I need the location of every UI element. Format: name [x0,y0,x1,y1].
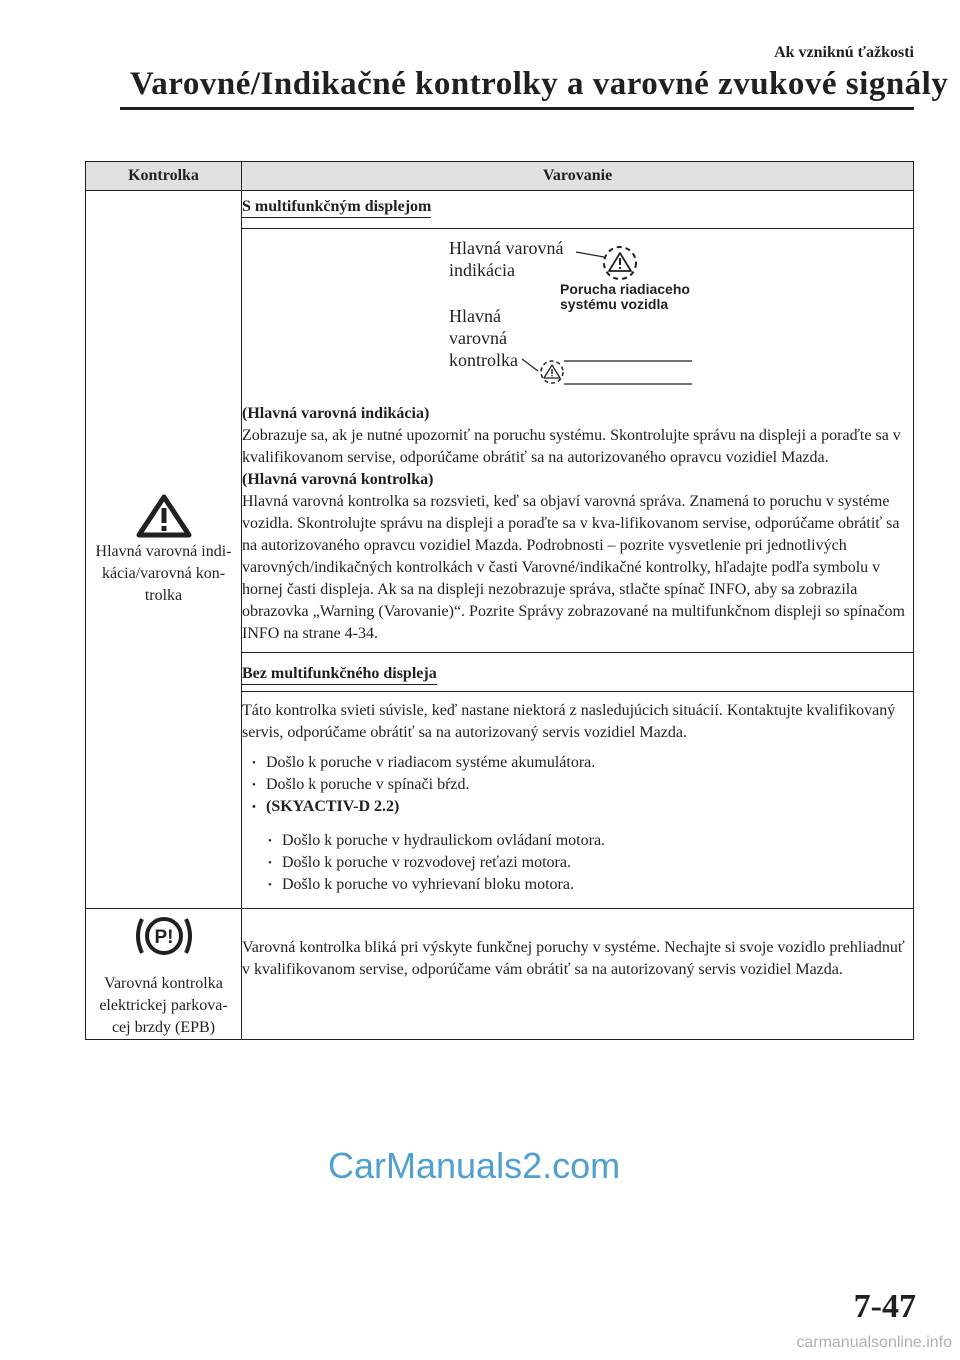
figure-label-lamp: Hlavná varovná kontrolka [449,306,518,370]
warning-table [85,161,914,1040]
epb-warning-icon [132,913,196,959]
indicator-cell [86,909,242,1040]
column-header-kontrolka: Kontrolka [86,162,242,191]
list-item: • Došlo k poruche vo vyhrievaní bloku motora. [266,874,913,896]
column-header-varovanie: Varovanie [242,162,914,191]
paragraph-without-display: Táto kontrolka svieti súvisle, keď nastane niektorá z nasledujúcich situácií. Kontaktujte kvalifikovaný servis, odporúčame obrátiť sa na autorizovaný servis vozidiel Mazda. [242,702,896,741]
list-item: • (SKYACTIV-D 2.2) [250,796,913,818]
paragraph-indication: Zobrazuje sa, ak je nutné upozorniť na poruchu systému. Skontrolujte správu na displeji a poraďte sa v kvalifikovanom servise, odporúčame obrátiť sa na autorizovaného opravcu vozidiel Mazda. [242,427,901,466]
table-row [86,909,914,1040]
indicator-label: Hlavná varovná indi-kácia/varovná kon-trolka [95,542,232,604]
figure-label-indication: Hlavná varovná indikácia [449,238,564,280]
section-divider [242,691,913,692]
watermark: CarManuals2.com [328,1145,621,1186]
subheading-without-display: Bez multifunkčného displeja [242,664,437,685]
list-item: • Došlo k poruche v riadiacom systéme akumulátora. [250,752,913,774]
page-title: Varovné/Indikačné kontrolky a varovné zvukové signály [130,66,949,102]
list-item: • Došlo k poruche v hydraulickom ovládaní motora. [266,830,913,852]
paragraph-lamp: Hlavná varovná kontrolka sa rozsvieti, keď sa objaví varovná správa. Znamená to poruchu v systéme vozidla. Skontrolujte správu na displeji a poraďte sa v kva-lifikovanom servise, odporúčame obrátiť sa na autorizovaného opravcu vozidiel Mazda. Podrobnosti – pozrite vysvetlenie pri jednotlivých varovných/indikačných kontrolkách v časti Varovné/indikačné kontrolky, hľadajte podľa symbolu v hornej časti displeja. Ak sa na displeji nezobrazuje správa, stlačte spínač INFO, aby sa zobrazila obrazovka „Warning (Varovanie)“. Pozrite Správy zobrazované na multifunkčnom displeji so spínačom INFO na strane 4-34. [242,493,905,642]
sub-bullet-list [266,830,913,902]
page-number: 7-47 [853,1288,916,1325]
subheading-with-display: S multifunkčným displejom [242,197,431,218]
section-title: Ak vzniknú ťažkosti [774,44,914,61]
epb-icon-text: P! [154,927,173,948]
table-row [86,191,914,909]
indicator-label: Varovná kontrolka elektrickej parkova-cej brzdy (EPB) [99,975,228,1036]
footer-url: carmanualsonline.info [796,1334,952,1351]
paragraph-title-lamp: (Hlavná varovná kontrolka) [242,471,434,488]
bullet-list [250,752,913,818]
table-header-row [86,162,914,191]
paragraph-epb: Varovná kontrolka bliká pri výskyte funkčnej poruchy v systéme. Nechajte si svoje vozidlo prehliadnuť v kvalifikovanom servise, odporúčame vám obrátiť sa na autorizovaný servis vozidiel Mazda. [242,939,905,978]
display-figure [242,229,913,403]
figure-message: Porucha riadiaceho systému vozidla [560,281,690,312]
paragraph-title-indication: (Hlavná varovná indikácia) [242,405,430,422]
warning-cell [242,909,914,1040]
list-item: • Došlo k poruche v rozvodovej reťazi motora. [266,852,913,874]
warning-cell [242,191,914,909]
master-warning-triangle-icon [135,493,193,539]
list-item: • Došlo k poruche v spínači bŕzd. [250,774,913,796]
title-rule [120,107,914,110]
figure-graphics [242,229,902,403]
indicator-cell [86,191,242,909]
